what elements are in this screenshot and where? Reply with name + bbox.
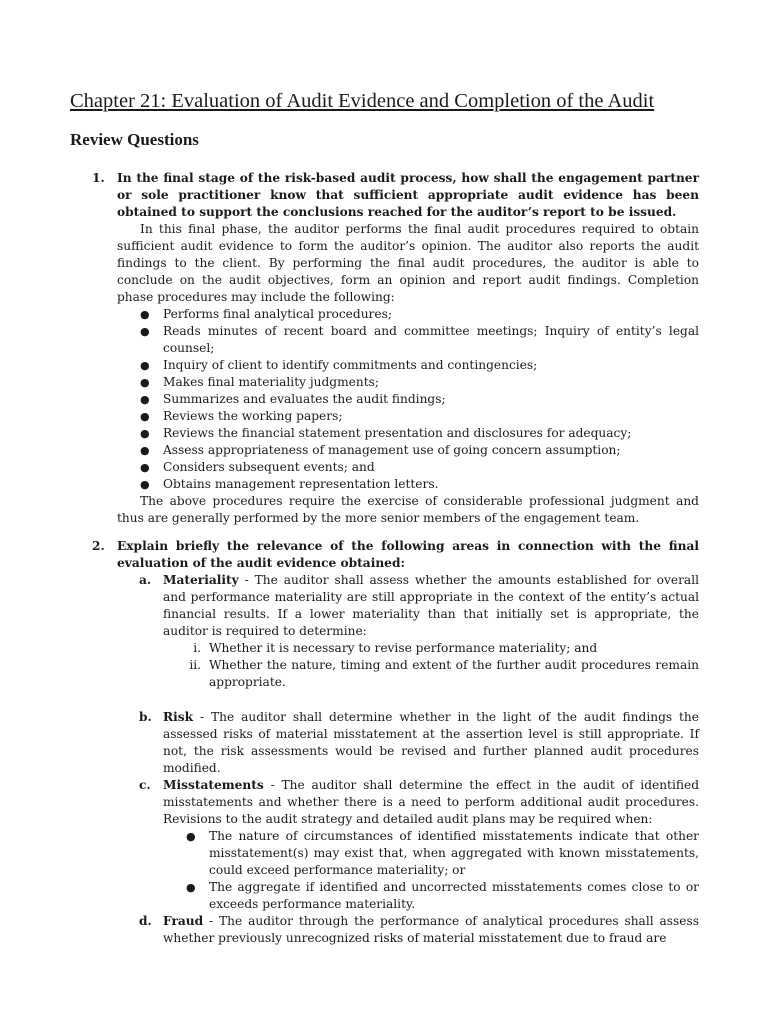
list-item: ● Reads minutes of recent board and committee meetings; Inquiry of entity’s legal counsel; [140, 324, 699, 355]
list-item: ● Obtains management representation letters. [140, 477, 439, 491]
list-item: ● Performs final analytical procedures; [140, 307, 392, 321]
list-item: ● Summarizes and evaluates the audit findings; [140, 392, 446, 406]
question-1 [92, 170, 699, 527]
list-item: ● The aggregate if identified and uncorrected misstatements comes close to or exceeds performance materiality. [186, 880, 699, 911]
section-heading: Review Questions [70, 130, 199, 149]
bullet-icon: ● [140, 376, 150, 389]
bullet-icon: ● [140, 393, 150, 406]
subsection-title: Misstatements [163, 778, 264, 792]
bullet-icon: ● [140, 359, 150, 372]
subsection-letter: b. [139, 710, 152, 724]
subsection-risk [117, 709, 699, 777]
subsection-text: - The auditor shall determine the effect in the audit of identified misstatements and whether there is a need to perform additional audit procedures. Revisions to the audit strategy and detailed audit plans may be required when: [163, 778, 699, 826]
question-text: Explain briefly the relevance of the following areas in connection with the final evaluation of the audit evidence obtained: [117, 539, 699, 570]
subsection-text: - The auditor shall assess whether the amounts established for overall and performance materiality are still appropriate in the context of the entity’s actual financial results. If a lower materiality than that initially set is appropriate, the auditor is required to determine: [163, 573, 699, 638]
list-item: ● Inquiry of client to identify commitments and contingencies; [140, 358, 538, 372]
procedures-list [117, 306, 699, 493]
question-2 [92, 538, 699, 947]
subsection-materiality [117, 572, 699, 691]
bullet-icon: ● [186, 881, 196, 894]
subsection-text: - The auditor shall determine whether in the light of the audit findings the assessed risks of material misstatement at the assertion level is still appropriate. If not, the risk assessments would be revised and further planned audit procedures modified. [163, 710, 699, 775]
subsection-misstatements [117, 777, 699, 913]
bullet-icon: ● [140, 308, 150, 321]
bullet-icon: ● [140, 478, 150, 491]
answer-intro: In this final phase, the auditor performs the final audit procedures required to obtain sufficient audit evidence to form the auditor’s opinion. The auditor also reports the audit findings to the client. By performing the final audit procedures, the auditor is able to conclude on the audit objectives, form an opinion and report audit findings. Completion phase procedures may include the following: [117, 222, 699, 304]
subsection-title: Fraud [163, 914, 204, 928]
subsection-title: Materiality [163, 573, 239, 587]
misstatement-conditions-list [163, 828, 699, 913]
question-number: 1. [92, 171, 105, 185]
bullet-icon: ● [140, 410, 150, 423]
list-item: ● Assess appropriateness of management use of going concern assumption; [140, 443, 621, 457]
question-text: In the final stage of the risk-based audit process, how shall the engagement partner or sole practitioner know that sufficient appropriate audit evidence has been obtained to support the conclusions reached for the auditor’s report to be issued. [117, 171, 699, 219]
list-item: ● Reviews the financial statement presentation and disclosures for adequacy; [140, 426, 632, 440]
bullet-icon: ● [186, 830, 196, 843]
list-item: ● Considers subsequent events; and [140, 460, 375, 474]
roman-list [163, 640, 699, 691]
bullet-icon: ● [140, 325, 150, 338]
subsection-letter: c. [139, 778, 151, 792]
bullet-icon: ● [140, 461, 150, 474]
list-item: ● Reviews the working papers; [140, 409, 343, 423]
list-item: i. Whether it is necessary to revise performance materiality; and [193, 641, 598, 655]
bullet-icon: ● [140, 444, 150, 457]
chapter-title: Chapter 21: Evaluation of Audit Evidence and Completion of the Audit [70, 90, 655, 112]
subsection-letter: a. [139, 573, 152, 587]
list-item: ii. Whether the nature, timing and extent of the further audit procedures remain appropriate. [189, 658, 699, 689]
subsection-fraud [117, 913, 699, 947]
subsection-letter: d. [139, 914, 152, 928]
subsection-text: - The auditor through the performance of analytical procedures shall assess whether previously unrecognized risks of material misstatement due to fraud are [163, 914, 699, 945]
list-item: ● The nature of circumstances of identified misstatements indicate that other misstatement(s) may exist that, when aggregated with known misstatements, could exceed performance materiality; or [186, 829, 699, 877]
answer-closing: The above procedures require the exercise of considerable professional judgment and thus are generally performed by the more senior members of the engagement team. [117, 494, 699, 525]
question-number: 2. [92, 539, 105, 553]
bullet-icon: ● [140, 427, 150, 440]
subsection-title: Risk [163, 710, 194, 724]
list-item: ● Makes final materiality judgments; [140, 375, 379, 389]
